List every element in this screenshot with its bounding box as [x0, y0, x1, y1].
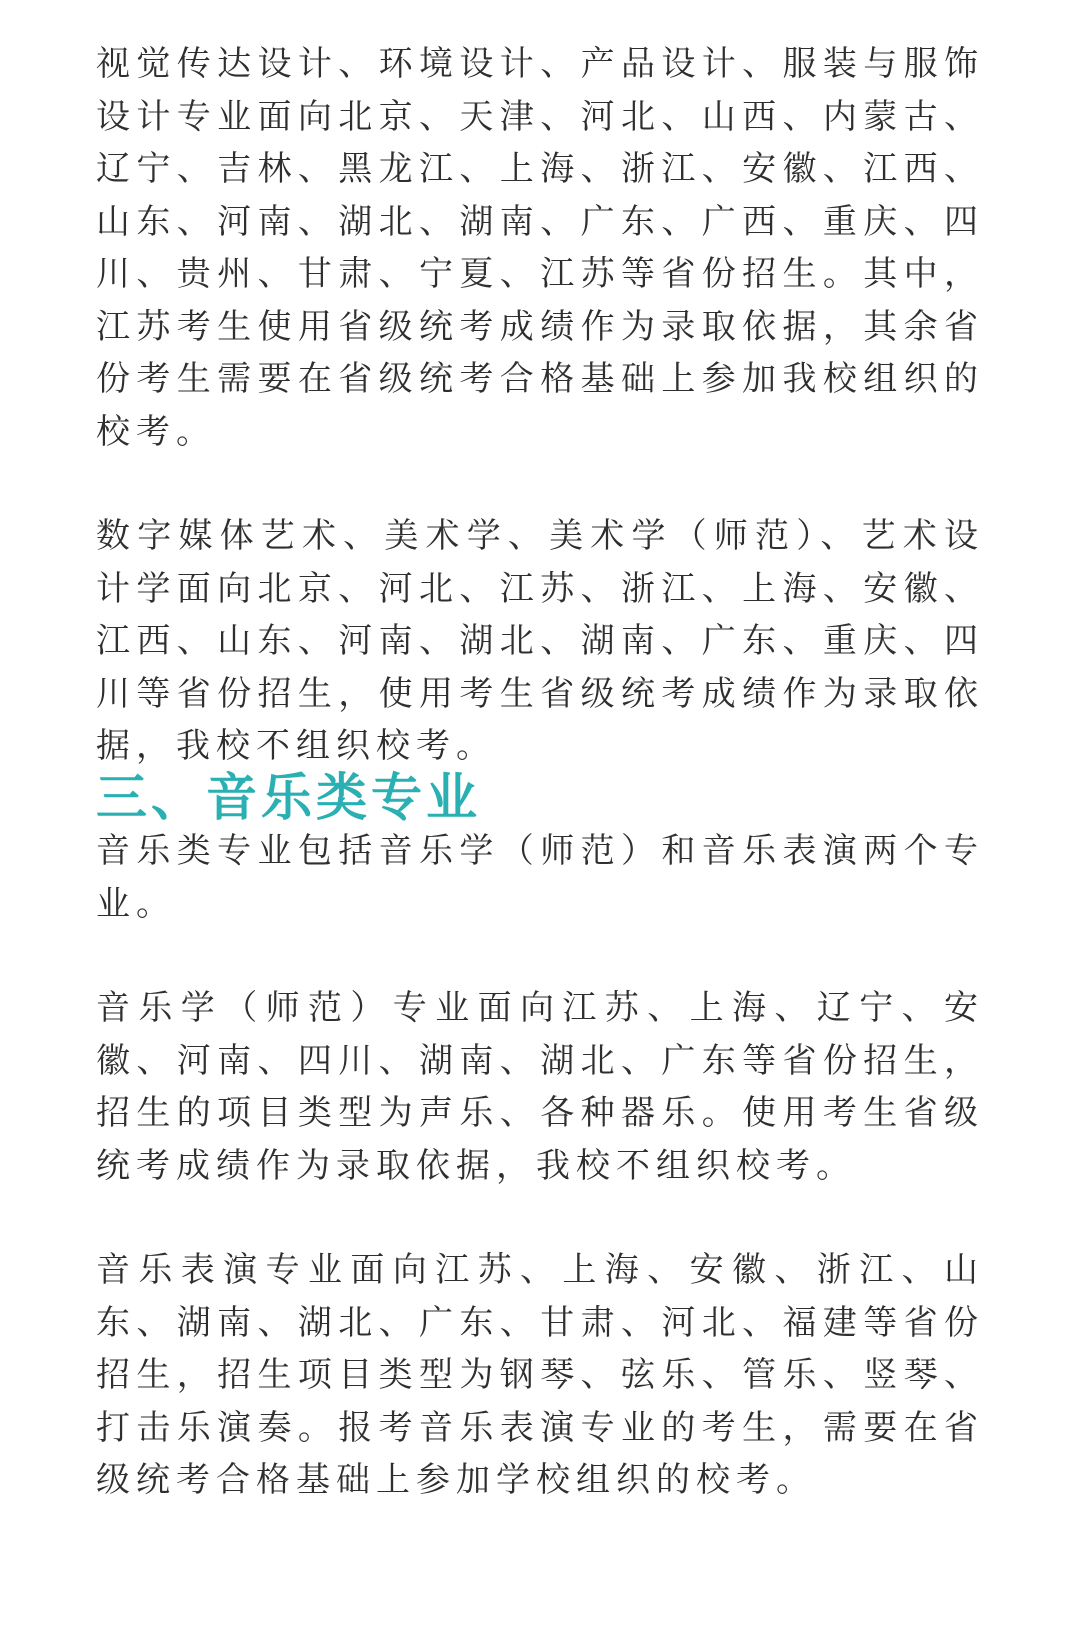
article-body: [96, 38, 984, 1507]
paragraph-media-art-majors: 数字媒体艺术、美术学、美术学（师范）、艺术设计学面向北京、河北、江苏、浙江、上海、安徽、江西、山东、河南、湖北、湖南、广东、重庆、四川等省份招生，使用考生省级统考成绩作为录取依据，我校不组织校考。: [96, 516, 984, 766]
section-heading-music: 三、音乐类专业: [96, 768, 482, 828]
paragraph-music-education: 音乐学（师范）专业面向江苏、上海、辽宁、安徽、河南、四川、湖南、湖北、广东等省份招生，招生的项目类型为声乐、各种器乐。使用考生省级统考成绩作为录取依据，我校不组织校考。: [96, 988, 984, 1186]
paragraph-music-intro: 音乐类专业包括音乐学（师范）和音乐表演两个专业。: [96, 831, 984, 924]
paragraph-design-majors: 视觉传达设计、环境设计、产品设计、服装与服饰设计专业面向北京、天津、河北、山西、内蒙古、辽宁、吉林、黑龙江、上海、浙江、安徽、江西、山东、河南、湖北、湖南、广东、广西、重庆、四川、贵州、甘肃、宁夏、江苏等省份招生。其中，江苏考生使用省级统考成绩作为录取依据，其余省份考生需要在省级统考合格基础上参加我校组织的校考。: [96, 44, 984, 452]
paragraph-music-performance: 音乐表演专业面向江苏、上海、安徽、浙江、山东、湖南、湖北、广东、甘肃、河北、福建等省份招生，招生项目类型为钢琴、弦乐、管乐、竖琴、打击乐演奏。报考音乐表演专业的考生，需要在省级统考合格基础上参加学校组织的校考。: [96, 1250, 984, 1500]
